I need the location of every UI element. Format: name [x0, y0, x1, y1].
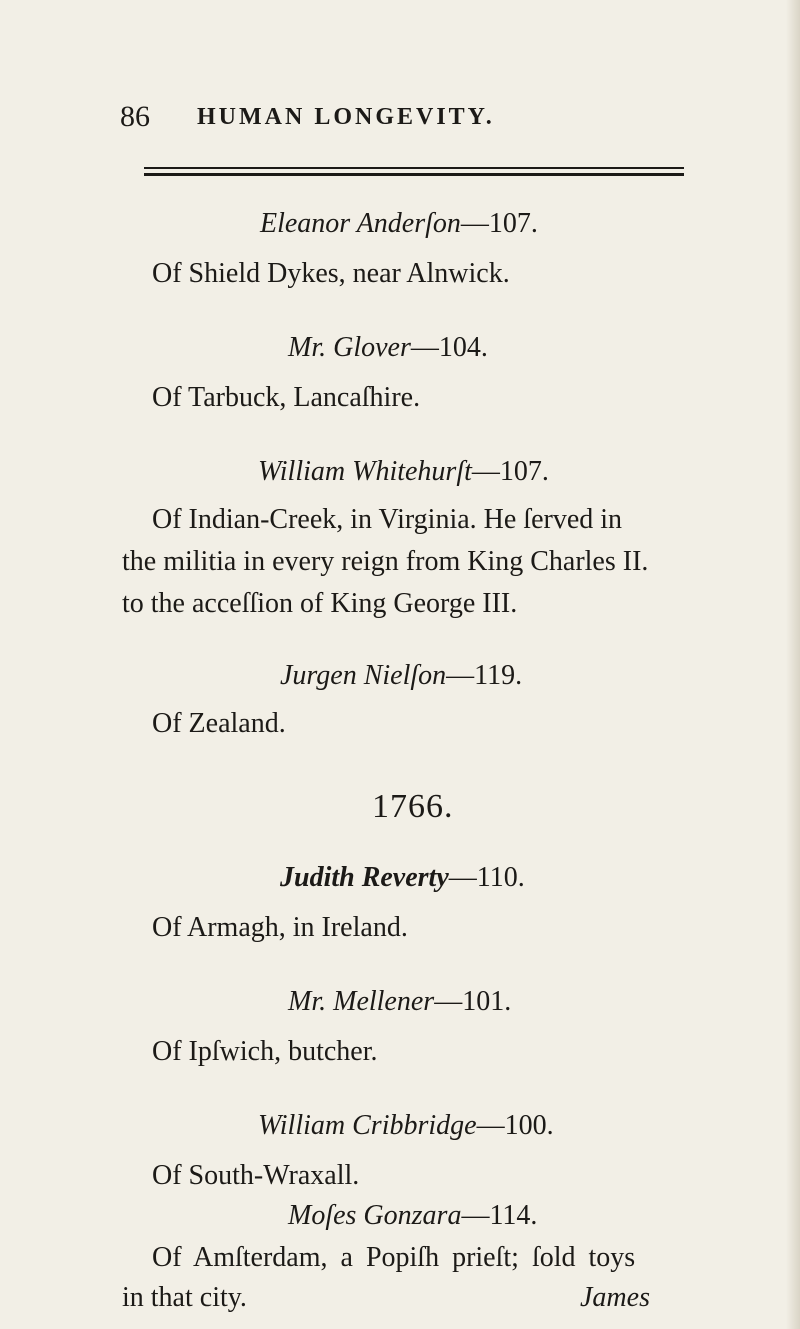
entry-description: Of South-Wraxall. — [152, 1160, 360, 1191]
entry-heading — [288, 986, 511, 1018]
entry-heading — [280, 660, 522, 692]
entry-age: —104. — [410, 332, 488, 363]
entry-description-line: to the acceſſion of King George III. — [122, 588, 518, 619]
entry-heading — [258, 456, 549, 488]
entry-age: —119. — [446, 660, 523, 691]
entry-name: Judith Reverty — [280, 862, 449, 893]
entry-name: Mr. Glover — [288, 332, 411, 363]
entry-age: —110. — [448, 862, 525, 893]
header-rule-thin — [144, 167, 684, 169]
entry-description-line: in that city. — [122, 1282, 247, 1313]
entry-heading — [288, 332, 488, 364]
entry-description-line: the militia in every reign from King Charles II. — [122, 546, 649, 577]
entry-age: —107. — [460, 208, 538, 239]
header-rule-thick — [144, 173, 684, 176]
entry-name: Jurgen Nielſon — [280, 660, 447, 691]
page-number: 86 — [120, 100, 150, 133]
entry-name: William Whitehurſt — [258, 456, 472, 487]
entry-description: Of Ipſwich, butcher. — [152, 1036, 378, 1067]
catchword: James — [580, 1282, 650, 1313]
entry-age: —100. — [476, 1110, 554, 1141]
entry-description-line: Of Amſterdam, a Popiſh prieſt; ſold toys — [152, 1242, 636, 1273]
entry-description: Of Zealand. — [152, 708, 286, 739]
running-head: HUMAN LONGEVITY. — [197, 104, 495, 130]
entry-description: Of Armagh, in Ireland. — [152, 912, 408, 943]
entry-name: Moſes Gonzara — [288, 1200, 462, 1231]
entry-heading — [260, 208, 538, 240]
entry-name: Mr. Mellener — [288, 986, 435, 1017]
entry-age: —114. — [461, 1200, 538, 1231]
entry-description-line: Of Indian-Creek, in Virginia. He ſerved in — [152, 504, 623, 535]
page-edge-shadow — [786, 0, 800, 1329]
entry-heading — [280, 862, 525, 894]
entry-heading — [288, 1200, 537, 1232]
entry-age: —107. — [471, 456, 549, 487]
year-heading: 1766. — [372, 788, 454, 825]
entry-name: William Cribbridge — [258, 1110, 477, 1141]
entry-heading — [258, 1110, 554, 1142]
entry-name: Eleanor Anderſon — [260, 208, 461, 239]
entry-age: —101. — [434, 986, 512, 1017]
entry-description: Of Shield Dykes, near Alnwick. — [152, 258, 510, 289]
page-header — [120, 100, 680, 140]
entry-description: Of Tarbuck, Lancaſhire. — [152, 382, 421, 413]
